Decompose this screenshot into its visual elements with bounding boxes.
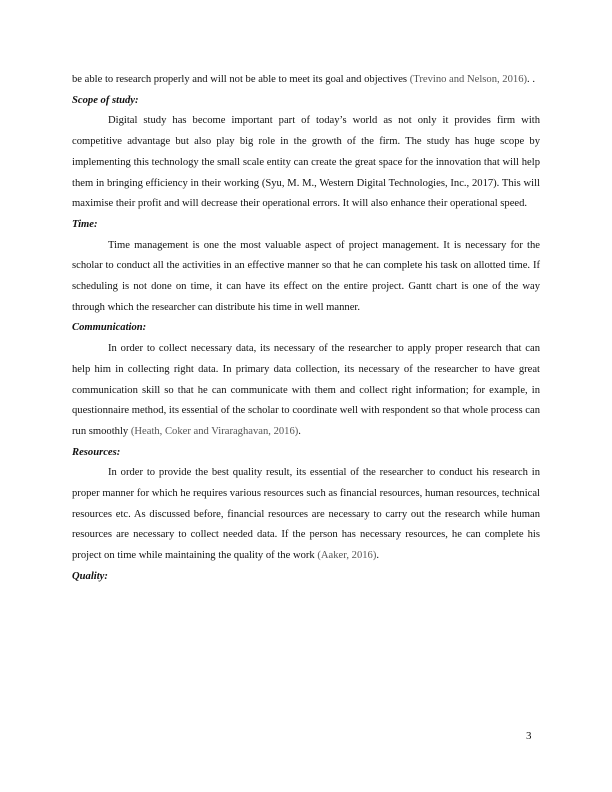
communication-paragraph <box>72 339 540 443</box>
communication-heading: Communication: <box>72 322 147 334</box>
intro-paragraph <box>72 70 540 91</box>
time-heading: Time: <box>72 218 98 230</box>
document-body <box>72 70 540 588</box>
resources-paragraph <box>72 463 540 567</box>
communication-citation: (Heath, Coker and Viraraghavan, 2016) <box>130 425 299 437</box>
scope-heading: Scope of study: <box>72 94 139 106</box>
communication-text: In order to collect necessary data, its necessary of the researcher to apply proper research that can help him in collecting right data. In primary data collection, its necessary of the researcher to have great communication skill so that he can communicate with them and collect right information; for example, in questionnaire method, its essential of the scholar to coordinate well with respondent so that whole process can run smoothly <box>72 343 540 437</box>
intro-text: be able to research properly and will not be able to meet its goal and objectives <box>72 74 410 85</box>
time-paragraph: Time management is one the most valuable aspect of project management. It is necessary for the scholar to conduct all the activities in an effective manner so that he can complete his task on allotted time. If scheduling is not done on time, it can have its effect on the entire project. Gantt chart is one of the way through which the researcher can distribute his time in well manner. <box>72 239 540 313</box>
resources-heading: Resources: <box>72 446 121 458</box>
page-number: 3 <box>526 730 532 742</box>
resources-citation: (Aaker, 2016) <box>317 550 377 562</box>
intro-trailing: . . <box>527 74 535 85</box>
communication-trailing: . <box>298 425 301 437</box>
resources-trailing: . <box>376 550 380 562</box>
quality-heading: Quality: <box>72 570 108 582</box>
resources-text: In order to provide the best quality result, its essential of the researcher to conduct his research in proper manner for which he requires various resources such as financial resources, human resources, technical resources etc. As discussed before, financial resources are necessary to carry out the research while human resources are necessary to collect needed data. If the person has necessary resources, he can complete his project on time while maintaining the quality of the work <box>72 467 540 562</box>
intro-citation: (Trevino and Nelson, 2016) <box>409 74 528 85</box>
scope-paragraph: Digital study has become important part of today’s world as not only it provides firm with competitive advantage but also play big role in the growth of the firm. The study has huge scope by implementing this technology the small scale entity can create the great space for the innovation that will help them in bringing efficiency in their working (Syu, M. M., Western Digital Technologies, Inc., 2017). This will maximise their profit and will decrease their operational errors. It will also enhance their operational speed. <box>72 115 540 210</box>
